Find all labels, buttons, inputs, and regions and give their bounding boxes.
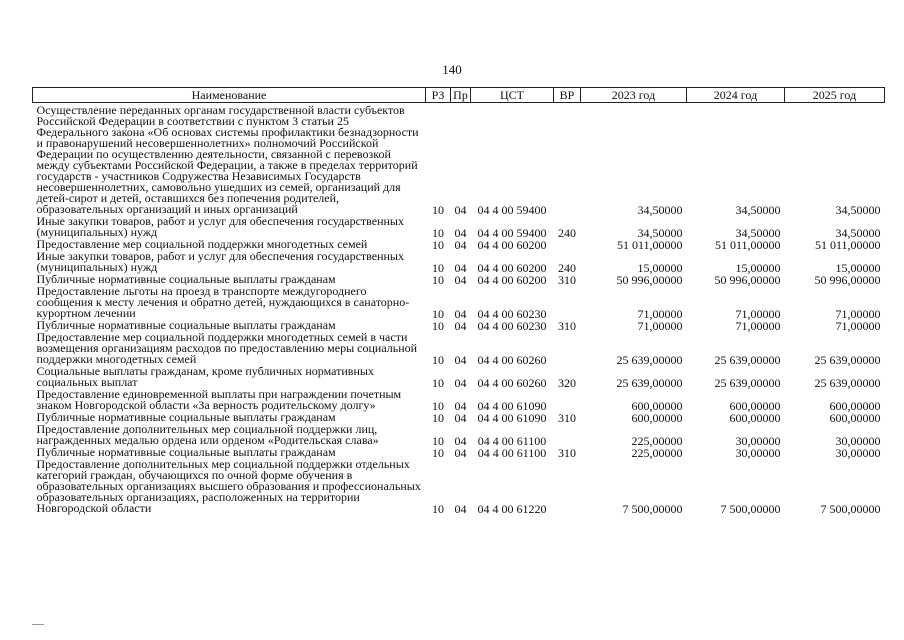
table-row bbox=[33, 459, 885, 515]
row-vr: 310 bbox=[558, 319, 576, 333]
row-vr: 240 bbox=[558, 261, 576, 275]
row-pr: 04 bbox=[454, 446, 467, 460]
row-2025: 600,00000 bbox=[829, 399, 881, 413]
table-body bbox=[33, 103, 885, 516]
row-2023: 71,00000 bbox=[637, 319, 683, 333]
row-pr: 04 bbox=[454, 434, 467, 448]
page-number: 140 bbox=[442, 62, 462, 77]
row-name: Публичные нормативные социальные выплаты гражданам bbox=[36, 272, 336, 286]
row-name: Предоставление единовременной выплаты при награждении почетным знаком Новгородской области «За верность родительскому долгу» bbox=[36, 387, 402, 412]
row-2025: 600,00000 bbox=[829, 411, 881, 425]
row-2023: 15,00000 bbox=[637, 261, 683, 275]
row-vr bbox=[554, 389, 581, 412]
row-2025: 15,00000 bbox=[835, 261, 881, 275]
row-2025: 51 011,00000 bbox=[814, 238, 881, 252]
row-name: Предоставление дополнительных мер социальной поддержки отдельных категорий граждан, обучающихся по очной форме обучения в образовательных организациях высшего образования и профессиональных образовательных организациях, расположенных на территории Новгородской области bbox=[36, 457, 421, 515]
row-pr: 04 bbox=[454, 261, 467, 275]
row-cst: 04 4 00 59400 bbox=[477, 226, 547, 240]
row-2023: 225,00000 bbox=[631, 446, 683, 460]
row-2025: 30,00000 bbox=[835, 446, 881, 460]
header-2025: 2025 год bbox=[785, 88, 885, 103]
row-2023: 71,00000 bbox=[637, 307, 683, 321]
row-rz: 10 bbox=[432, 307, 444, 321]
row-2025: 71,00000 bbox=[835, 307, 881, 321]
row-2023: 25 639,00000 bbox=[616, 376, 683, 390]
row-2024: 25 639,00000 bbox=[714, 376, 781, 390]
row-2023: 34,50000 bbox=[637, 203, 683, 217]
row-cst: 04 4 00 60260 bbox=[477, 376, 547, 390]
row-cst: 04 4 00 60260 bbox=[477, 353, 547, 367]
row-cst: 04 4 00 61090 bbox=[477, 399, 547, 413]
row-2024: 600,00000 bbox=[729, 399, 781, 413]
row-pr: 04 bbox=[454, 203, 467, 217]
row-2025: 34,50000 bbox=[835, 226, 881, 240]
row-vr bbox=[554, 332, 581, 366]
row-2024: 600,00000 bbox=[729, 411, 781, 425]
row-2024: 7 500,00000 bbox=[720, 502, 781, 516]
row-cst: 04 4 00 60230 bbox=[477, 319, 547, 333]
header-name: Наименование bbox=[33, 88, 426, 103]
row-rz: 10 bbox=[432, 261, 444, 275]
row-cst: 04 4 00 61100 bbox=[477, 434, 547, 448]
row-2024: 34,50000 bbox=[735, 203, 781, 217]
row-name: Публичные нормативные социальные выплаты гражданам bbox=[36, 318, 336, 332]
row-cst: 04 4 00 60200 bbox=[477, 238, 547, 252]
header-rz: РЗ bbox=[426, 88, 451, 103]
row-pr: 04 bbox=[454, 307, 467, 321]
row-2023: 600,00000 bbox=[631, 399, 683, 413]
row-name: Социальные выплаты гражданам, кроме публичных нормативных социальных выплат bbox=[36, 364, 374, 389]
row-vr: 310 bbox=[558, 411, 576, 425]
row-rz: 10 bbox=[432, 203, 444, 217]
row-pr: 04 bbox=[454, 273, 467, 287]
row-cst: 04 4 00 60230 bbox=[477, 307, 547, 321]
row-pr: 04 bbox=[454, 238, 467, 252]
row-rz: 10 bbox=[432, 273, 444, 287]
row-pr: 04 bbox=[454, 502, 467, 516]
row-vr bbox=[554, 103, 581, 217]
budget-table bbox=[32, 87, 885, 515]
row-cst: 04 4 00 61090 bbox=[477, 411, 547, 425]
row-2024: 50 996,00000 bbox=[714, 273, 781, 287]
row-pr: 04 bbox=[454, 411, 467, 425]
header-vr: ВР bbox=[554, 88, 581, 103]
row-pr: 04 bbox=[454, 353, 467, 367]
row-pr: 04 bbox=[454, 319, 467, 333]
row-vr: 310 bbox=[558, 446, 576, 460]
row-pr: 04 bbox=[454, 376, 467, 390]
row-name: Предоставление дополнительных мер социальной поддержки лиц, награжденных медалью ордена или орденом «Родительская слава» bbox=[36, 422, 379, 447]
row-2023: 50 996,00000 bbox=[616, 273, 683, 287]
row-name: Публичные нормативные социальные выплаты гражданам bbox=[36, 445, 336, 459]
row-vr: 310 bbox=[558, 273, 576, 287]
row-2024: 71,00000 bbox=[735, 307, 781, 321]
row-rz: 10 bbox=[432, 319, 444, 333]
row-name: Предоставление мер социальной поддержки многодетных семей bbox=[36, 237, 368, 251]
table-header-row bbox=[33, 88, 885, 103]
row-2024: 30,00000 bbox=[735, 446, 781, 460]
row-vr bbox=[554, 459, 581, 515]
row-name: Предоставление льготы на проезд в транспорте междугороднего сообщения к месту лечения и обратно детей, нуждающихся в санаторно-курортном лечении bbox=[36, 284, 410, 320]
row-cst: 04 4 00 61220 bbox=[477, 502, 547, 516]
row-rz: 10 bbox=[432, 226, 444, 240]
row-pr: 04 bbox=[454, 226, 467, 240]
row-2023: 25 639,00000 bbox=[616, 353, 683, 367]
row-cst: 04 4 00 61100 bbox=[477, 446, 547, 460]
row-rz: 10 bbox=[432, 238, 444, 252]
row-2024: 34,50000 bbox=[735, 226, 781, 240]
row-name: Иные закупки товаров, работ и услуг для обеспечения государственных (муниципальных) нужд bbox=[36, 249, 404, 274]
table-row bbox=[33, 251, 885, 274]
row-rz: 10 bbox=[432, 434, 444, 448]
row-2024: 71,00000 bbox=[735, 319, 781, 333]
table-row bbox=[33, 424, 885, 447]
row-2023: 7 500,00000 bbox=[622, 502, 683, 516]
row-2025: 34,50000 bbox=[835, 203, 881, 217]
header-2024: 2024 год bbox=[687, 88, 785, 103]
row-pr: 04 bbox=[454, 399, 467, 413]
row-2024: 51 011,00000 bbox=[714, 238, 781, 252]
row-2024: 15,00000 bbox=[735, 261, 781, 275]
row-2023: 600,00000 bbox=[631, 411, 683, 425]
row-2023: 225,00000 bbox=[631, 434, 683, 448]
row-2025: 30,00000 bbox=[835, 434, 881, 448]
header-pr: Пр bbox=[451, 88, 471, 103]
table-row bbox=[33, 366, 885, 389]
table-row bbox=[33, 216, 885, 239]
row-rz: 10 bbox=[432, 411, 444, 425]
header-cst: ЦСТ bbox=[471, 88, 554, 103]
row-2025: 25 639,00000 bbox=[814, 353, 881, 367]
row-name: Иные закупки товаров, работ и услуг для обеспечения государственных (муниципальных) нужд bbox=[36, 214, 404, 239]
row-name: Осуществление переданных органам государственной власти субъектов Российской Федерации в соответствии с пунктом 3 статьи 25 Федерального закона «Об основах системы профилактики безнадзорности и правонарушений несовершеннолетних» полномочий Российской Федерации по осуществлению деятельности, связанной с перевозкой между субъектами Российской Федерации, а также в пределах территорий государств - участников Содружества Независимых Государств несовершеннолетних, самовольно ушедших из семей, организаций для детей-сирот и детей, оставшихся без попечения родителей, образовательных организаций и иных организаций bbox=[36, 103, 419, 216]
row-2024: 25 639,00000 bbox=[714, 353, 781, 367]
row-2023: 34,50000 bbox=[637, 226, 683, 240]
row-2025: 71,00000 bbox=[835, 319, 881, 333]
row-2025: 7 500,00000 bbox=[820, 502, 881, 516]
row-vr: 240 bbox=[558, 226, 576, 240]
row-vr bbox=[554, 424, 581, 447]
row-name: Предоставление мер социальной поддержки многодетных семей в части возмещения организациям расходов по предоставлению меры социальной поддержки многодетных семей bbox=[36, 330, 418, 366]
page-edge-mark bbox=[32, 624, 44, 625]
row-rz: 10 bbox=[432, 353, 444, 367]
row-2025: 25 639,00000 bbox=[814, 376, 881, 390]
table-row bbox=[33, 389, 885, 412]
row-vr: 320 bbox=[558, 376, 576, 390]
table-row bbox=[33, 103, 885, 217]
header-2023: 2023 год bbox=[581, 88, 687, 103]
row-rz: 10 bbox=[432, 399, 444, 413]
row-2024: 30,00000 bbox=[735, 434, 781, 448]
row-rz: 10 bbox=[432, 376, 444, 390]
row-rz: 10 bbox=[432, 446, 444, 460]
row-2025: 50 996,00000 bbox=[814, 273, 881, 287]
row-cst: 04 4 00 60200 bbox=[477, 261, 547, 275]
row-rz: 10 bbox=[432, 502, 444, 516]
row-vr bbox=[554, 286, 581, 320]
row-vr bbox=[554, 239, 581, 251]
row-2023: 51 011,00000 bbox=[616, 238, 683, 252]
row-cst: 04 4 00 60200 bbox=[477, 273, 547, 287]
row-name: Публичные нормативные социальные выплаты гражданам bbox=[36, 410, 336, 424]
row-cst: 04 4 00 59400 bbox=[477, 203, 547, 217]
table-row bbox=[33, 286, 885, 320]
table-row bbox=[33, 332, 885, 366]
